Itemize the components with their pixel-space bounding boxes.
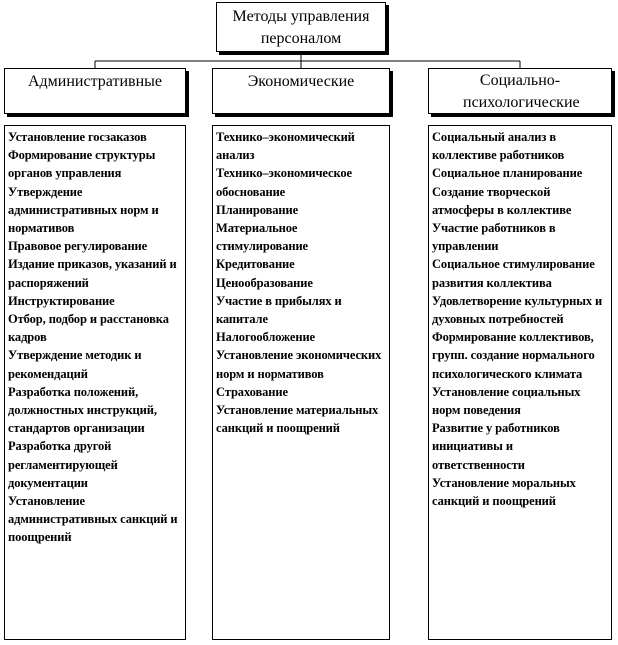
heading-administrative: Административные <box>4 68 186 114</box>
list-item: Страхование <box>216 384 288 399</box>
diagram-title: Методы управления персоналом <box>216 2 386 52</box>
column-socio-psychological <box>428 125 612 640</box>
list-item: Планирование <box>216 202 299 217</box>
list-item: Развитие у работников инициативы и ответственности <box>432 421 560 472</box>
list-item: Установление социальных норм поведения <box>432 384 581 418</box>
list-item: Налогообложение <box>216 330 316 345</box>
list-item: Материальное стимулирование <box>216 221 309 254</box>
heading-economic: Экономические <box>212 68 390 114</box>
list-item: Установление экономических норм и нормативов <box>216 348 382 381</box>
list-item: Формирование коллективов, групп. создание нормального психологического климата <box>432 330 595 381</box>
list-item: Участие в прибылях и капитале <box>216 293 342 327</box>
list-item: Социальное стимулирование развития коллектива <box>432 257 595 290</box>
list-item: Издание приказов, указаний и распоряжений <box>8 257 177 290</box>
list-item: Участие работников в управлении <box>432 221 556 254</box>
list-item: Установление административных санкций и поощрений <box>8 494 178 545</box>
list-item: Создание творческой атмосферы в коллективе <box>432 184 572 217</box>
list-item: Формирование структуры органов управления <box>8 148 156 181</box>
list-item: Отбор, подбор и расстановка кадров <box>8 312 169 345</box>
list-item: Правовое регулирование <box>8 239 148 254</box>
list-item: Социальный анализ в коллективе работников <box>432 130 565 163</box>
list-item: Ценообразование <box>216 275 313 290</box>
list-item: Технико–экономическое обоснование <box>216 166 353 199</box>
list-item: Установление госзаказов <box>8 130 147 144</box>
column-administrative <box>4 125 186 640</box>
list-item: Разработка другой регламентирующей документации <box>8 439 118 490</box>
list-item: Установление материальных санкций и поощрений <box>216 403 379 436</box>
list-item: Технико–экономический анализ <box>216 130 355 163</box>
list-item: Кредитование <box>216 257 295 272</box>
list-item: Утверждение методик и рекомендаций <box>8 348 142 381</box>
list-item: Разработка положений, должностных инструкций, стандартов организации <box>8 384 157 436</box>
column-economic <box>212 125 390 640</box>
list-item: Социальное планирование <box>432 166 583 181</box>
list-item: Установление моральных санкций и поощрений <box>432 475 576 509</box>
heading-socio-psychological: Социально-психологические <box>428 68 612 114</box>
list-item: Удовлетворение культурных и духовных потребностей <box>432 293 603 327</box>
list-item: Утверждение административных норм и нормативов <box>8 184 159 236</box>
list-item: Инструктирование <box>8 293 115 308</box>
